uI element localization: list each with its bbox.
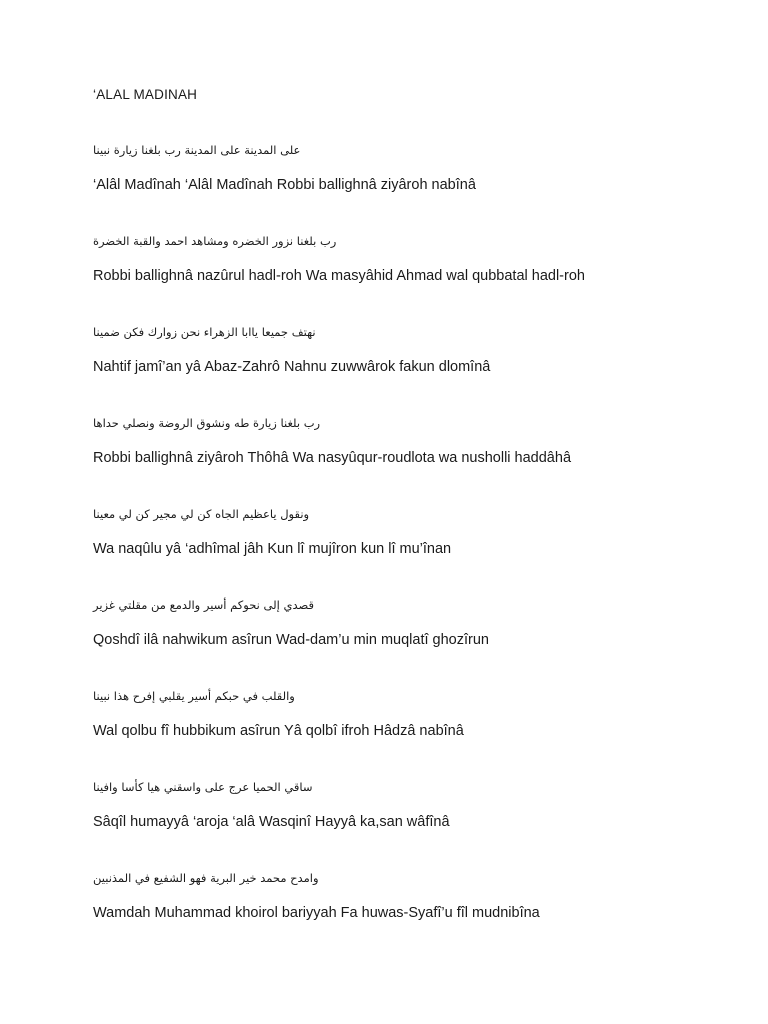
verse-7 [93, 687, 693, 740]
verse-arabic-text: رب بلغنا نزور الخضره ومشاهد احمد والقبة الخضرة [93, 234, 337, 248]
verse-4 [93, 414, 693, 467]
verse-1 [93, 141, 693, 194]
verse-transliteration: Nahtif jamî’an yâ Abaz-Zahrô Nahnu zuwwârok fakun dlomînâ [93, 359, 491, 375]
verse-arabic-text: نهتف جميعا ياابا الزهراء نحن زوارك فكن ضمينا [93, 325, 316, 339]
verse-6 [93, 596, 693, 649]
verse-transliteration: Wamdah Muhammad khoirol bariyyah Fa huwas-Syafî’u fîl mudnibîna [93, 905, 540, 921]
verse-9 [93, 869, 693, 922]
verse-arabic-text: رب بلغنا زيارة طه ونشوق الروضة ونصلي حداها [93, 416, 321, 430]
verse-5 [93, 505, 693, 558]
verse-arabic-text: قصدي إلى نحوكم أسير والدمع من مقلتي غزير [93, 598, 314, 612]
verse-transliteration: Robbi ballighnâ nazûrul hadl-roh Wa masyâhid Ahmad wal qubbatal hadl-roh [93, 268, 585, 284]
verse-2 [93, 232, 693, 285]
verse-transliteration: Wal qolbu fî hubbikum asîrun Yâ qolbî ifroh Hâdzâ nabînâ [93, 723, 464, 739]
verse-arabic-text: والقلب في حبكم أسير يقلبي إفرح هذا نبينا [93, 689, 295, 703]
verse-transliteration: Qoshdî ilâ nahwikum asîrun Wad-dam’u min muqlatî ghozîrun [93, 632, 489, 648]
verse-8 [93, 778, 693, 831]
verse-3 [93, 323, 693, 376]
document-title: ‘ALAL MADINAH [93, 87, 198, 102]
verse-arabic-text: ساقي الحميا عرج على واسقني هيا كأسا وافينا [93, 780, 313, 794]
verse-transliteration: Robbi ballighnâ ziyâroh Thôhâ Wa nasyûqur-roudlota wa nusholli haddâhâ [93, 450, 572, 466]
verse-transliteration: ‘Alâl Madînah ‘Alâl Madînah Robbi ballighnâ ziyâroh nabînâ [93, 177, 476, 193]
verse-transliteration: Wa naqûlu yâ ‘adhîmal jâh Kun lî mujîron kun lî mu’înan [93, 541, 452, 557]
verse-arabic-text: ونقول ياعظيم الجاه كن لي مجير كن لي معينا [93, 507, 310, 521]
verse-arabic-text: على المدينة على المدينة رب بلغنا زيارة نبينا [93, 143, 301, 157]
verse-arabic-text: وامدح محمد خير البرية فهو الشفيع في المذنبين [93, 871, 319, 885]
verse-transliteration: Sâqîl humayyâ ‘aroja ‘alâ Wasqinî Hayyâ ka,san wâfînâ [93, 814, 450, 830]
